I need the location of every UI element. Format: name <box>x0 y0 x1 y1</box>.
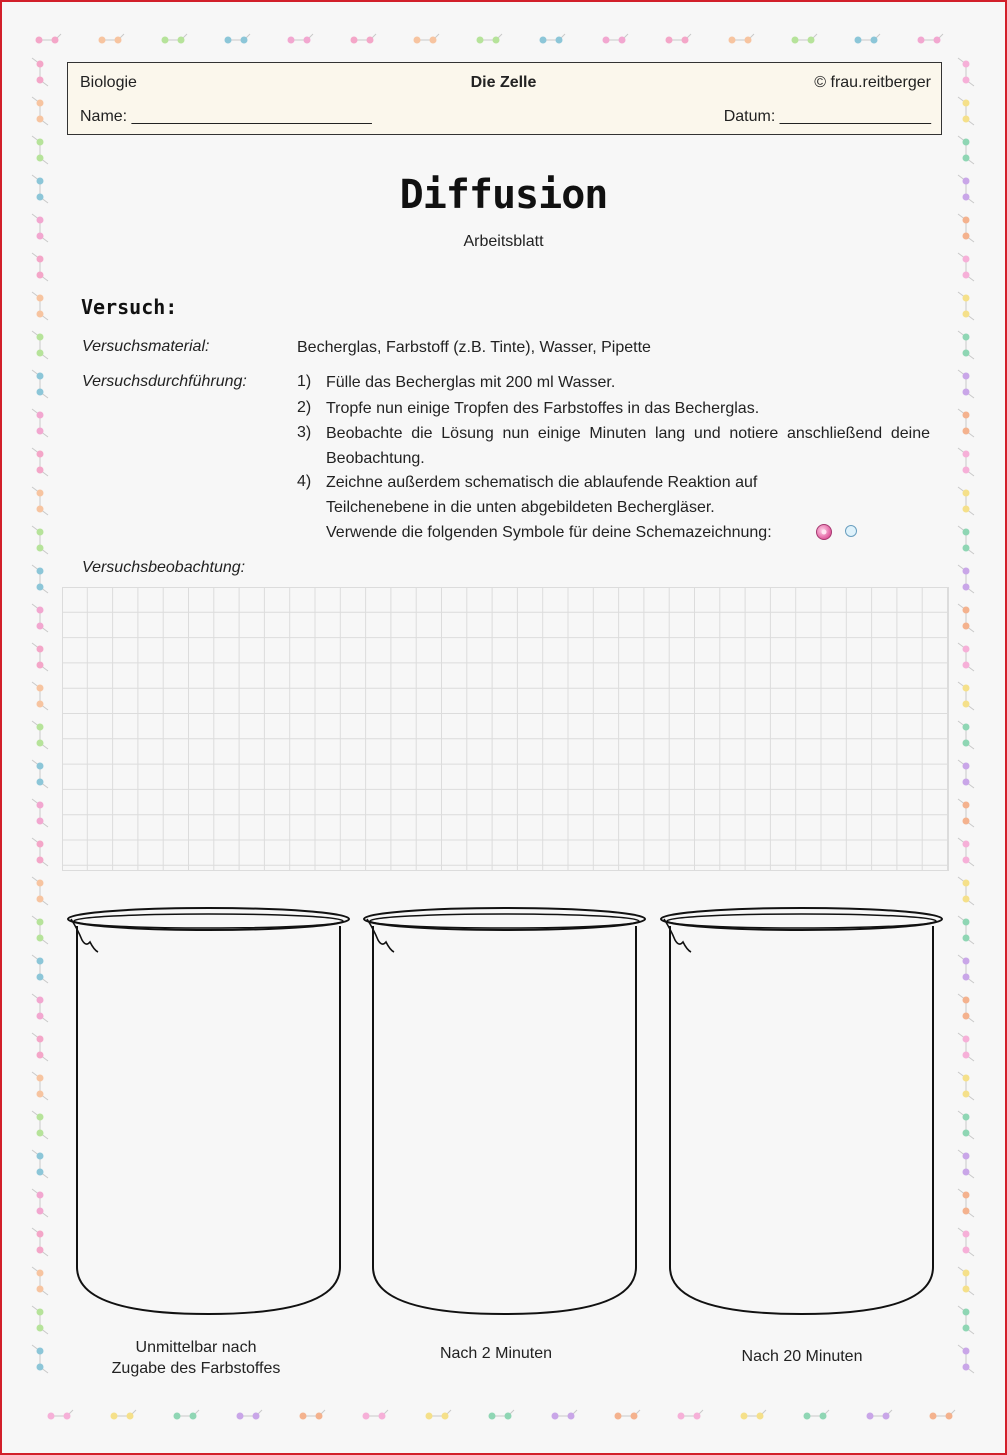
caption-line: Zugabe des Farbstoffes <box>111 1360 281 1377</box>
molecule-icon <box>540 34 566 44</box>
material-value: Becherglas, Farbstoff (z.B. Tinte), Wasser, Pipette <box>297 339 651 356</box>
molecule-icon <box>958 409 974 437</box>
name-field[interactable]: Name: ___________________________ <box>80 108 372 125</box>
section-heading: Versuch: <box>81 295 178 319</box>
molecule-icon <box>918 34 944 44</box>
molecule-icon <box>300 1410 326 1420</box>
beaker-1[interactable] <box>68 908 349 1314</box>
molecule-icon <box>958 331 974 359</box>
molecule-icon <box>414 34 440 44</box>
molecule-icon <box>958 565 974 593</box>
beaker-caption-2 <box>380 1343 612 1364</box>
caption-line: Nach 20 Minuten <box>741 1348 863 1365</box>
molecule-icon <box>930 1410 956 1420</box>
molecule-icon <box>36 34 62 44</box>
molecule-icon <box>32 409 48 437</box>
step-number: 4) <box>297 473 312 490</box>
beaker-caption-1 <box>80 1337 312 1379</box>
water-particle-icon <box>846 526 857 537</box>
molecule-icon <box>363 1410 389 1420</box>
symbol-legend <box>814 522 862 542</box>
molecule-icon <box>32 643 48 671</box>
molecule-icon <box>32 721 48 749</box>
molecule-icon <box>729 34 755 44</box>
step-number: 3) <box>297 424 312 441</box>
observation-label: Versuchsbeobachtung: <box>82 559 246 576</box>
molecule-icon <box>958 838 974 866</box>
beaker-caption-3 <box>686 1346 918 1367</box>
molecule-icon <box>804 1410 830 1420</box>
step-number: 2) <box>297 399 312 416</box>
beaker-3[interactable] <box>661 908 942 1314</box>
molecule-icon <box>958 370 974 398</box>
molecule-icon <box>741 1410 767 1420</box>
caption-line: Nach 2 Minuten <box>439 1345 553 1362</box>
molecule-icon <box>477 34 503 44</box>
copyright-label: © frau.reitberger <box>814 74 931 91</box>
molecule-icon <box>32 604 48 632</box>
symbol-instruction: Verwende die folgenden Symbole für deine Schemazeichnung: <box>326 524 772 541</box>
molecule-icon <box>32 565 48 593</box>
molecule-icon <box>32 526 48 554</box>
molecule-icon <box>32 136 48 164</box>
molecule-icon <box>288 34 314 44</box>
molecule-icon <box>855 34 881 44</box>
molecule-icon <box>958 136 974 164</box>
subject-label: Biologie <box>80 74 137 91</box>
molecule-icon <box>32 760 48 788</box>
molecule-icon <box>958 760 974 788</box>
molecule-icon <box>99 34 125 44</box>
page-title: Diffusion <box>399 172 608 218</box>
molecule-icon <box>792 34 818 44</box>
molecule-icon <box>958 1345 974 1373</box>
molecule-icon <box>48 1410 74 1420</box>
molecule-icon <box>32 331 48 359</box>
date-field[interactable]: Datum: _________________ <box>723 108 931 125</box>
molecule-icon <box>32 682 48 710</box>
molecule-icon <box>32 370 48 398</box>
procedure-label: Versuchsdurchführung: <box>82 373 247 390</box>
molecule-icon <box>32 97 48 125</box>
step-text: Zeichne außerdem schematisch die ablaufende Reaktion auf Teilchenebene in die unten abgebildeten Bechergläser. <box>326 474 758 516</box>
page-subtitle: Arbeitsblatt <box>463 233 544 250</box>
molecule-icon <box>237 1410 263 1420</box>
observation-grid[interactable] <box>62 587 949 871</box>
step-text: Tropfe nun einige Tropfen des Farbstoffes in das Becherglas. <box>326 400 760 417</box>
molecule-icon <box>174 1410 200 1420</box>
molecule-icon <box>489 1410 515 1420</box>
step-number: 1) <box>297 373 312 390</box>
molecule-icon <box>958 253 974 281</box>
molecule-icon <box>958 97 974 125</box>
molecule-icon <box>678 1410 704 1420</box>
material-label: Versuchsmaterial: <box>82 338 210 355</box>
molecule-icon <box>32 448 48 476</box>
molecule-icon <box>32 838 48 866</box>
molecule-icon <box>225 34 251 44</box>
molecule-icon <box>958 487 974 515</box>
molecule-icon <box>32 799 48 827</box>
molecule-icon <box>958 604 974 632</box>
beaker-drawings <box>2 892 1005 1332</box>
molecule-icon <box>111 1410 137 1420</box>
molecule-icon <box>603 34 629 44</box>
molecule-icon <box>426 1410 452 1420</box>
step-text: Beobachte die Lösung nun einige Minuten lang und notiere anschließend deine Beobachtung. <box>326 425 930 467</box>
molecule-icon <box>351 34 377 44</box>
dye-particle-icon <box>817 525 832 540</box>
molecule-icon <box>958 721 974 749</box>
molecule-icon <box>32 253 48 281</box>
molecule-icon <box>958 292 974 320</box>
molecule-icon <box>867 1410 893 1420</box>
molecule-icon <box>552 1410 578 1420</box>
caption-line: Unmittelbar nach <box>135 1339 257 1356</box>
step-text: Fülle das Becherglas mit 200 ml Wasser. <box>326 374 616 391</box>
molecule-icon <box>958 682 974 710</box>
molecule-icon <box>32 292 48 320</box>
topic-label: Die Zelle <box>470 74 537 91</box>
molecule-icon <box>958 526 974 554</box>
molecule-icon <box>162 34 188 44</box>
molecule-icon <box>615 1410 641 1420</box>
molecule-icon <box>958 799 974 827</box>
molecule-icon <box>32 1345 48 1373</box>
molecule-icon <box>958 448 974 476</box>
beaker-2[interactable] <box>364 908 645 1314</box>
molecule-icon <box>958 643 974 671</box>
molecule-icon <box>666 34 692 44</box>
molecule-icon <box>32 487 48 515</box>
